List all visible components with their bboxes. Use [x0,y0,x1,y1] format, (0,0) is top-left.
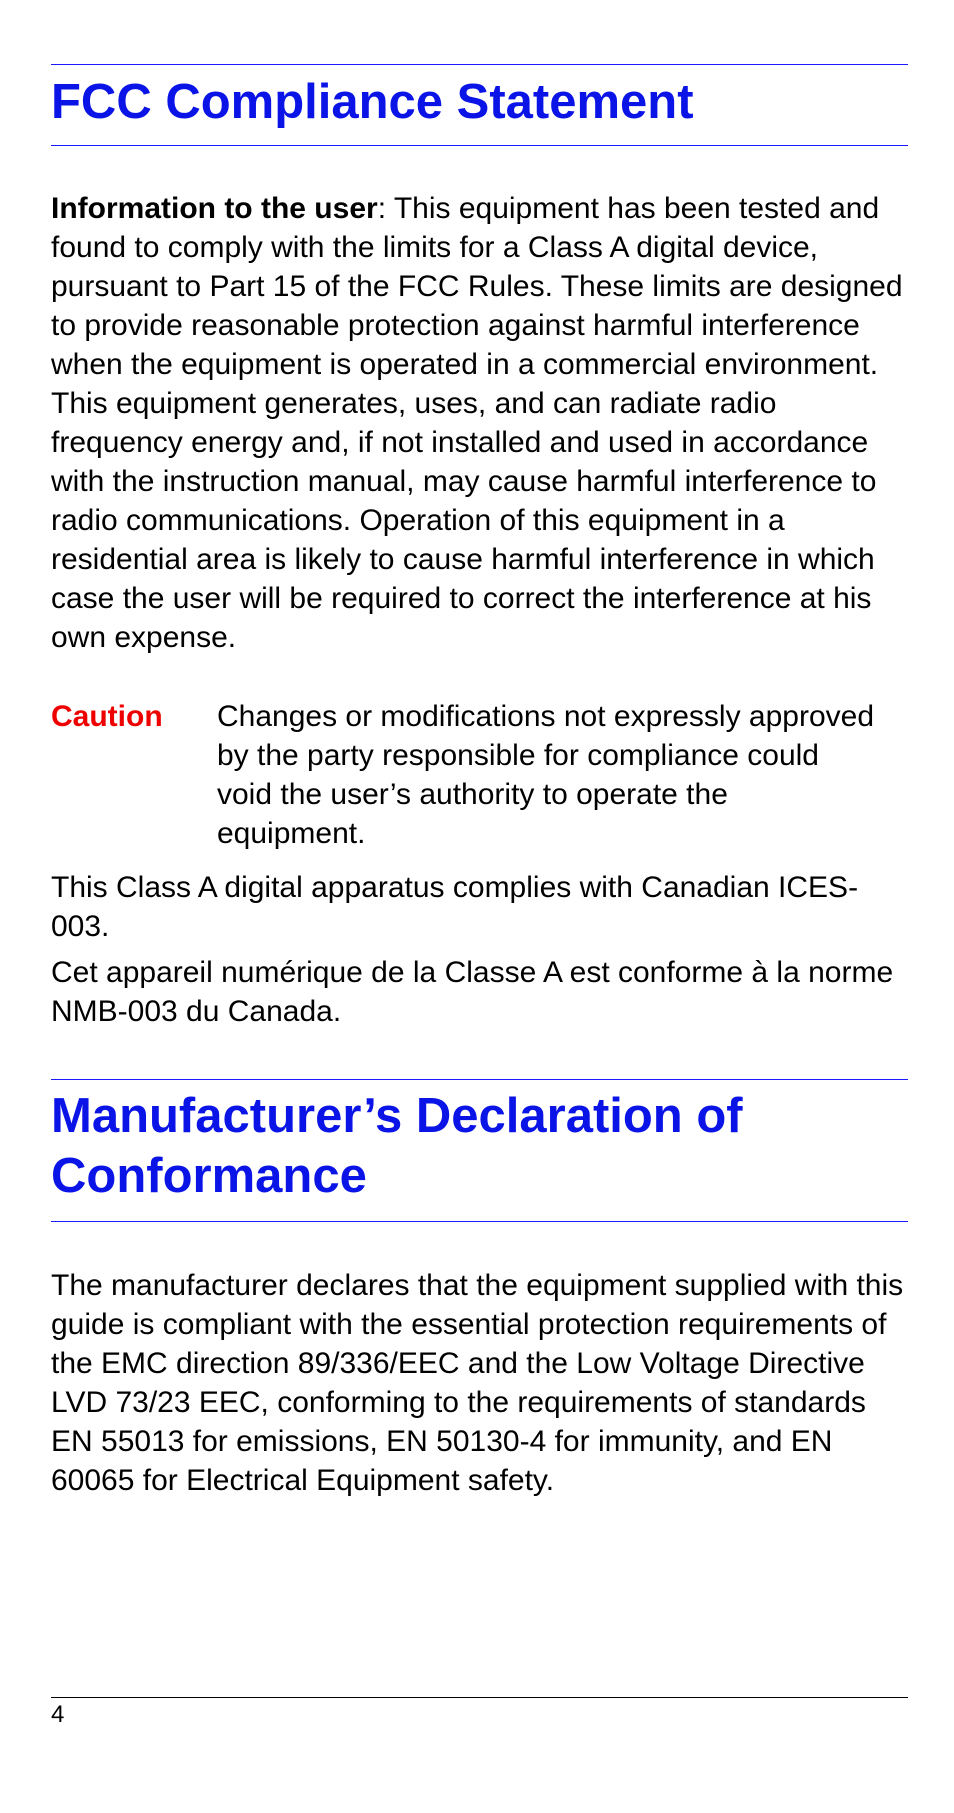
heading-bottom-rule [51,145,908,146]
document-page [51,0,908,1500]
caution-block [51,697,908,853]
canada-french-statement: Cet appareil numérique de la Classe A est conforme à la norme NMB-003 du Canada. [51,956,894,1028]
heading-top-rule [51,64,908,65]
fcc-paragraph [51,189,908,657]
declaration-heading: Manufacturer’s Declaration of Conformance [51,1089,743,1203]
canada-english-statement: This Class A digital apparatus complies with Canadian ICES-003. [51,871,859,943]
declaration-paragraph: The manufacturer declares that the equipment supplied with this guide is compliant with the essential protection requirements of the EMC direction 89/336/EEC and the Low Voltage Directive LVD 73/23 EEC, conforming to the requirements of standards EN 55013 for emissions, EN 50130-4 for immunity, and EN 60065 for Electrical Equipment safety. [51,1269,904,1497]
heading-bottom-rule [51,1221,908,1222]
intro-text: : This equipment has been tested and found to comply with the limits for a Class A digital device, pursuant to Part 15 of the FCC Rules. These limits are designed to provide reasonable protection against harmful interference when the equipment is operated in a commercial environment. This equipment generates, uses, and can radiate radio frequency energy and, if not installed and used in accordance with the instruction manual, may cause harmful interference to radio communications. Operation of this equipment in a residential area is likely to cause harmful interference in which case the user will be required to correct the interference at his own expense. [51,192,903,654]
caution-label: Caution [51,700,163,733]
page-number: 4 [51,1701,65,1728]
intro-bold-label: Information to the user [51,192,378,225]
footer-rule [51,1697,908,1698]
caution-text: Changes or modifications not expressly approved by the party responsible for compliance could void the user’s authority to operate the equipment. [217,700,875,850]
heading-top-rule [51,1079,908,1080]
fcc-heading: FCC Compliance Statement [51,75,694,129]
